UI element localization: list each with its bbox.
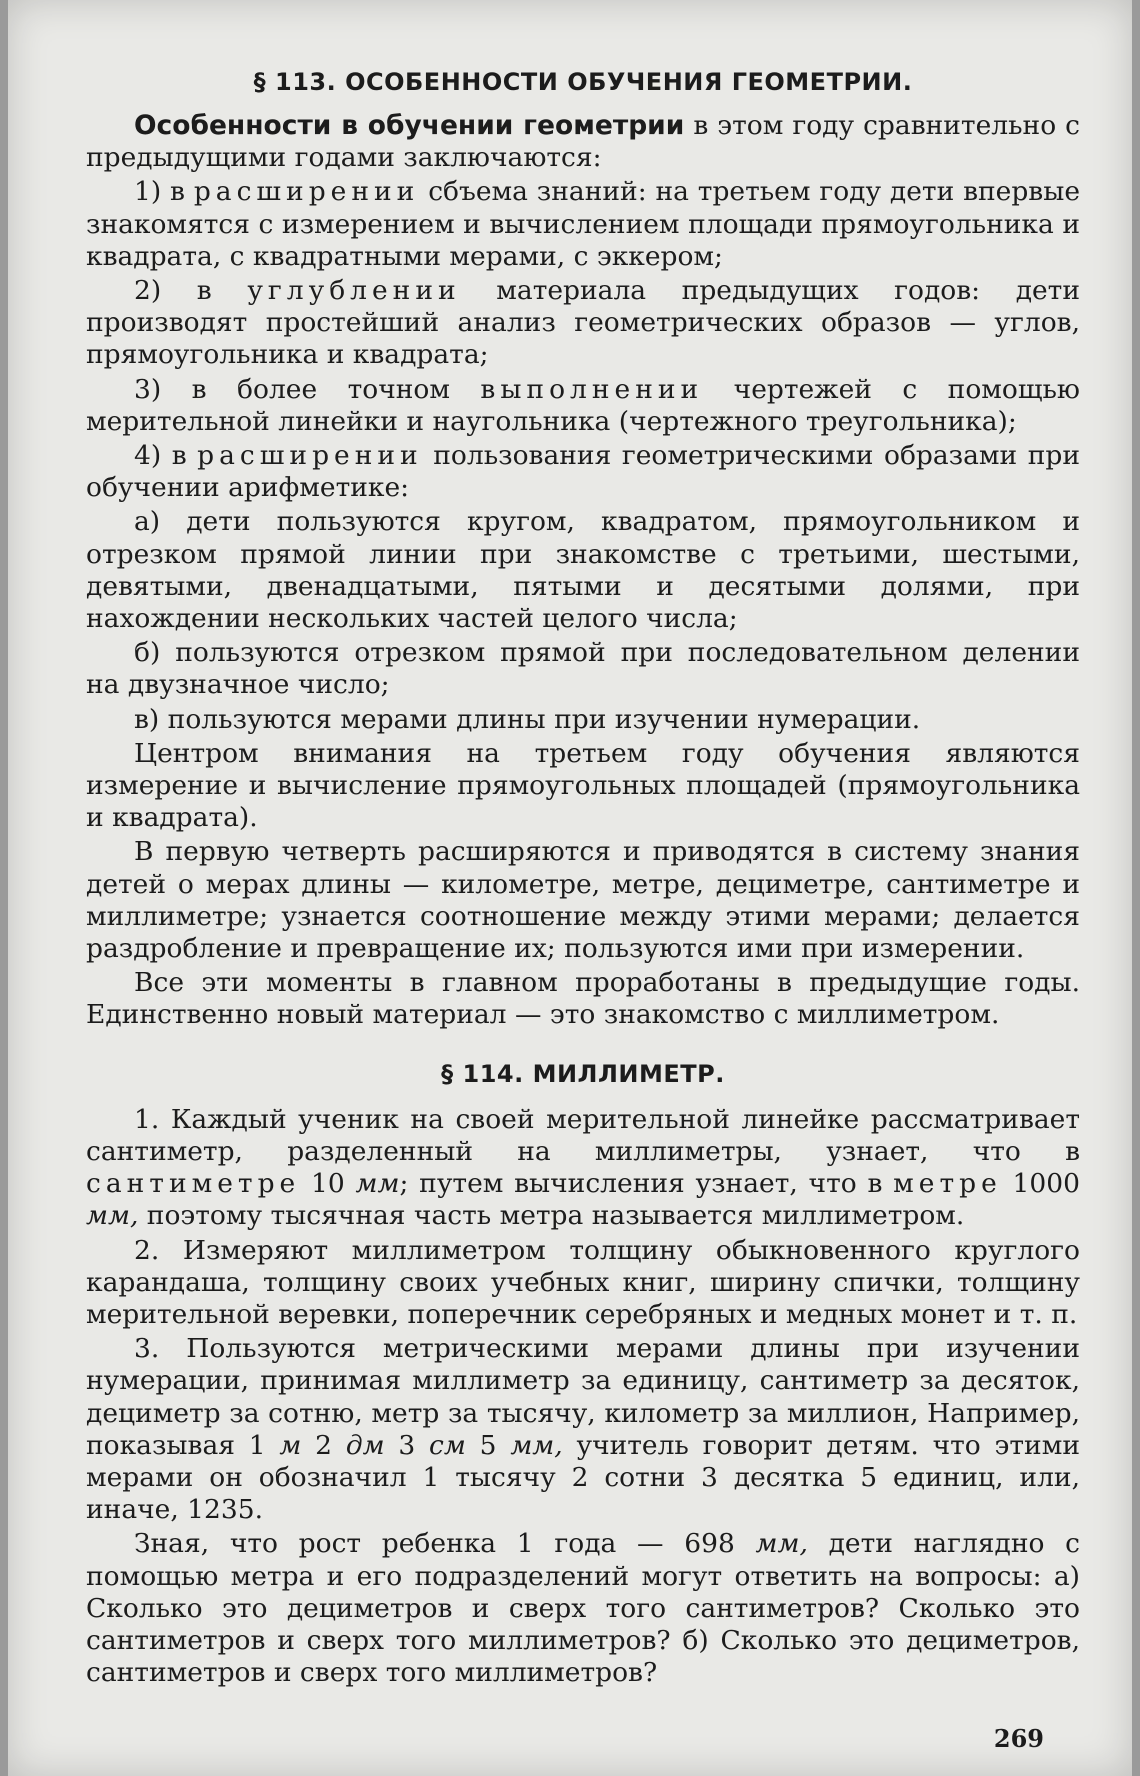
intro-lead-bold: Особенности в обучении геометрии [134,110,685,141]
p3-text-e: учитель говорит детям. что этими мерами он обозначил 1 тысячу 2 сотни 3 десятка 5 единиц, или, иначе, 1235. [86,1429,1080,1526]
section-113-intro [86,110,1080,174]
p3-text-d: 5 [465,1429,511,1461]
p1-text-e: поэтому тысячная часть метра называется миллиметром. [138,1200,965,1232]
sub-item-b: б) пользуются отрезком прямой при последовательном делении на двузначное число; [86,637,1080,701]
list-item-3-spaced: выполнении [480,373,704,405]
list-item-4 [86,440,1080,504]
p1-text-a: 1. Каждый ученик на своей мерительной линейке рассматривает сантиметр, разделенный на миллиметры, узнает, что в [86,1103,1080,1167]
p1-unit-mm: мм [355,1168,400,1200]
p3-unit-dm: дм [345,1429,385,1461]
p3-text-b: 2 [301,1429,346,1461]
list-item-2 [86,275,1080,372]
p4-text-b: дети наглядно с помощью метра и его подразделений могут ответить на вопросы: а) Сколько это дециметров и сверх того сантиметров? Сколько это сантиметров и сверх того миллиметров? б) Сколько это дециметров, сантиметров и сверх того миллиметров? [86,1528,1080,1689]
p3-unit-sm: см [429,1429,466,1461]
paragraph-first-quarter: В первую четверть расширяются и приводятся в систему знания детей о мерах длины — километре, метре, дециметре, сантиметре и миллиметре; узнается соотношение между этими мерами; делается раздробление и превращение их; пользуются ими при измерении. [86,836,1080,965]
p4-text-a: Зная, что рост ребенка 1 года — 698 [134,1528,756,1560]
sub-item-v: в) пользуются мерами длины при изучении нумерации. [134,703,921,735]
section-114-paragraph-2: 2. Измеряют миллиметром толщину обыкновенного круглого карандаша, толщину своих учебных книг, ширину спички, толщину мерительной веревки, поперечник серебряных и медных монет и т. п. [86,1234,1080,1330]
list-item-3-pre: 3) в более точном [134,373,481,405]
page-number: 269 [993,1724,1044,1753]
section-114-heading: § 114. МИЛЛИМЕТР. [441,1059,725,1088]
section-114-paragraph-1 [86,1104,1080,1233]
p1-unit-mm-2: мм, [86,1200,139,1232]
list-item-2-post: материала предыдущих годов: дети производят простейший анализ геометрических образов — углов, прямоугольника и квадрата; [86,275,1081,371]
list-item-1-post: сбъема знаний: на третьем году дети впервые знакомятся с измерением и вычислением площади прямоугольника и квадрата, с квадратными мерами, с эккером; [86,176,1080,272]
p3-unit-m: м [279,1429,302,1461]
text-column [86,66,1080,1689]
p1-text-d: 1000 [1001,1168,1080,1200]
intro-rest: в этом году сравнительно с предыдущими годами заключаются: [86,110,1081,174]
list-item-1-spaced: расширении [193,176,420,208]
section-113-heading: § 113. ОСОБЕННОСТИ ОБУЧЕНИЯ ГЕОМЕТРИИ. [253,68,913,96]
list-item-2-pre: 2) в [134,275,248,307]
paragraph-all-moments: Все эти моменты в главном проработаны в предыдущие годы. Единственно новый материал — это знакомство с миллиметром. [86,967,1080,1031]
sub-item-a: а) дети пользуются кругом, квадратом, прямоугольником и отрезком прямой линии при знакомстве с третьими, шестыми, девятыми, двенадцатыми, пятыми и десятыми долями, при нахождении нескольких частей целого числа; [86,506,1080,635]
section-114-paragraph-3 [86,1333,1080,1526]
p1-text-c: ; путем вычисления узнает, что в [399,1168,894,1200]
p1-spaced-santimetre: сантиметре [86,1168,301,1200]
p3-text-a: 3. Пользуются метрическими мерами длины при изучении нумерации, принимая миллиметр за единицу, сантиметр за десяток, дециметр за сотню, метр за тысячу, километр за миллион, Например, показывая 1 [86,1333,1080,1461]
p3-unit-mm: мм, [510,1429,563,1461]
list-item-4-spaced: расширении [197,440,423,472]
p3-text-c: 3 [384,1429,430,1461]
list-item-1 [86,176,1080,273]
list-item-3 [86,374,1080,438]
p1-text-b: 10 [300,1168,356,1200]
section-114-paragraph-4 [86,1528,1080,1689]
list-item-1-pre: 1) в [134,176,194,208]
list-item-2-spaced: углублении [247,275,461,307]
book-page [8,0,1132,1776]
list-item-4-pre: 4) в [134,440,198,472]
list-item-4-post: пользования геометрическими образами при обучении арифметике: [86,440,1080,504]
list-item-3-post: чертежей с помощью мерительной линейки и наугольника (чертежного треугольника); [86,373,1080,437]
p4-unit-mm: мм, [755,1528,808,1560]
p1-spaced-metre: метре [893,1168,1002,1200]
paragraph-center: Центром внимания на третьем году обучения являются измерение и вычисление прямоугольных площадей (прямоугольника и квадрата). [86,737,1080,834]
